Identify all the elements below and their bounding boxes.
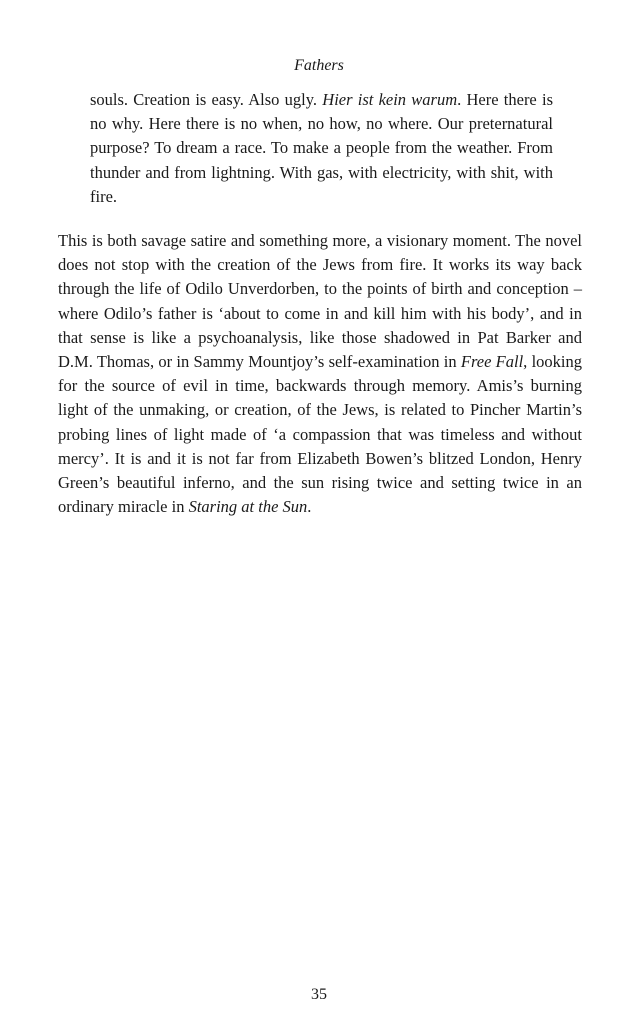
body-text-part: . bbox=[307, 497, 312, 517]
block-quote-text-part: . Here there is no why. Here there is no when, no how, no where. Our preternatural purpose? To dream a race. To make a people from the weather. From thunder and from lightning. With gas, with electricity, with shit, with fire. bbox=[90, 90, 553, 206]
running-head: Fathers bbox=[294, 57, 344, 74]
block-quote-text-part: souls. Creation is easy. Also ugly. bbox=[90, 90, 323, 109]
body-text-part: , looking for the source of evil in time, backwards through memory. Amis’s burning light of the unmaking, or creation, of the Jews, is related to Pincher Martin’s probing lines of light made of ‘a compassion that was timeless and without mercy’. It is and it is not far from Elizabeth Bowen’s blitzed London, Henry Green’s beautiful inferno, and the sun rising twice and setting twice in an ordinary miracle in bbox=[58, 352, 582, 517]
block-quote-text bbox=[90, 88, 553, 209]
block-quote-italic-phrase: Hier ist kein warum bbox=[322, 90, 458, 109]
body-paragraph bbox=[58, 229, 582, 519]
body-text-part: This is both savage satire and something more, a visionary moment. The novel does not stop with the creation of the Jews from fire. It works its way back through the life of Odilo Unverdorben, to the points of birth and conception – where Odilo’s father is ‘about to come in and kill him with his body’, and in that sense is like a psychoanalysis, like those shadowed in Pat Barker and D.M. Thomas, or in Sammy Mountjoy’s self-examination in bbox=[58, 231, 582, 372]
block-quote bbox=[90, 88, 553, 209]
page-number: 35 bbox=[311, 986, 327, 1003]
body-paragraph-text bbox=[58, 229, 582, 519]
book-title-staring-at-the-sun: Staring at the Sun bbox=[188, 497, 308, 517]
book-title-free-fall: Free Fall bbox=[460, 352, 524, 372]
